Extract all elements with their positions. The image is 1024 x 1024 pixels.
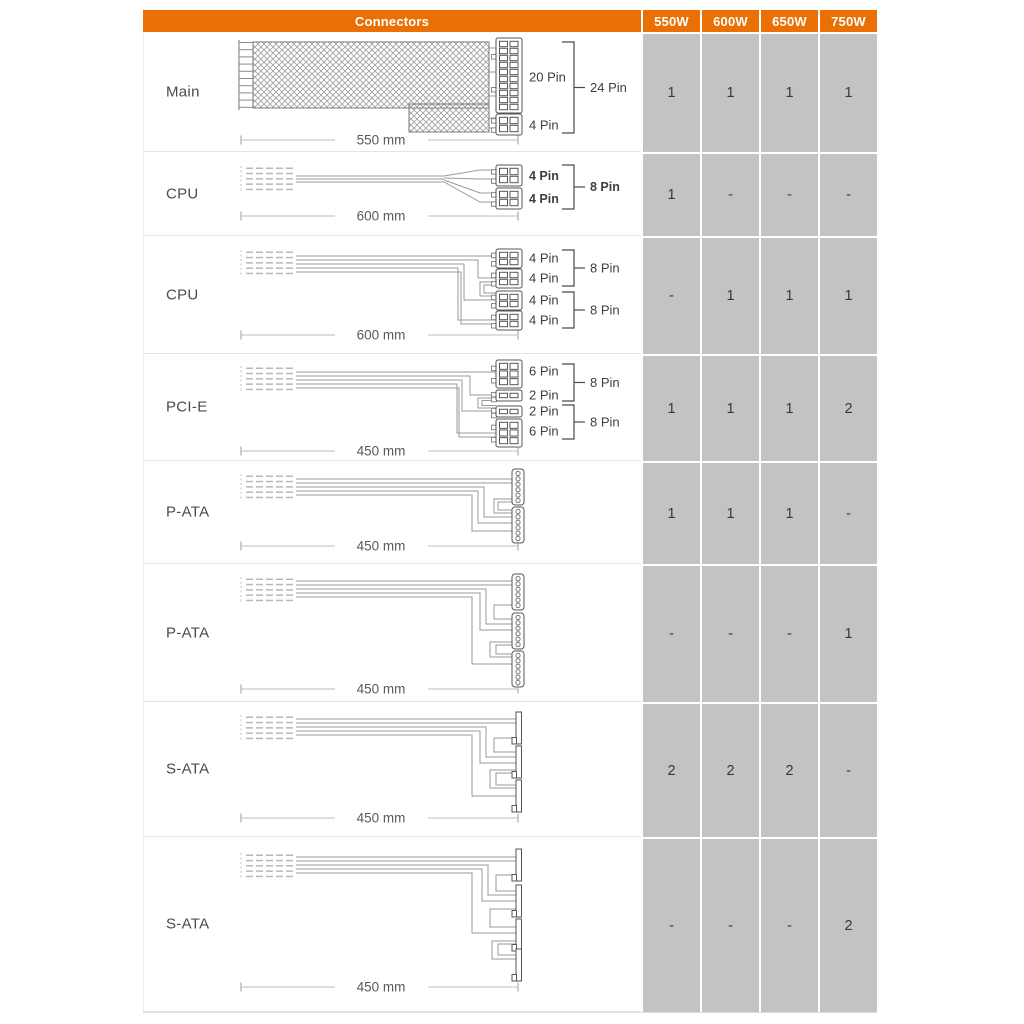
header-650w: 650W — [761, 10, 818, 32]
group-pin-label: 8 Pin — [590, 260, 620, 276]
group-pin-label: 8 Pin — [590, 414, 620, 430]
connector-type-label: S-ATA — [166, 915, 210, 933]
connector-cell-cpu-dual-8 — [143, 236, 641, 354]
cable-diagram-sata-3 — [144, 702, 642, 837]
count-row5-550w: 1 — [643, 461, 700, 564]
cable-length-label: 450 mm — [356, 810, 406, 826]
pin-count-label: 4 Pin — [529, 270, 559, 286]
count-row5-650w: 1 — [761, 461, 818, 564]
table-header-row — [143, 10, 877, 32]
count-row2-600w: - — [702, 152, 759, 236]
cable-diagram-pcie-dual-8 — [144, 354, 642, 461]
count-row1-550w: 1 — [643, 32, 700, 152]
count-row8-600w: - — [702, 837, 759, 1012]
cable-length-label: 450 mm — [356, 538, 406, 554]
table-row-6 — [143, 564, 877, 702]
header-connectors: Connectors — [143, 10, 641, 32]
count-row4-650w: 1 — [761, 354, 818, 461]
count-row7-650w: 2 — [761, 702, 818, 837]
pin-count-label: 4 Pin — [529, 250, 559, 266]
count-row8-650w: - — [761, 837, 818, 1012]
count-row4-750w: 2 — [820, 354, 877, 461]
count-row8-750w: 2 — [820, 837, 877, 1012]
count-row2-550w: 1 — [643, 152, 700, 236]
cable-diagram-pata-2 — [144, 461, 642, 564]
count-row7-550w: 2 — [643, 702, 700, 837]
connector-type-label: CPU — [166, 286, 199, 303]
table-row-5 — [143, 461, 877, 564]
table-row-3 — [143, 236, 877, 354]
pin-count-label: 2 Pin — [529, 387, 559, 403]
pin-count-label: 6 Pin — [529, 423, 559, 439]
cable-diagram-cpu-8 — [144, 152, 642, 236]
cable-diagram-cpu-dual-8 — [144, 236, 642, 354]
cable-length-label: 600 mm — [356, 327, 406, 343]
pin-count-label: 6 Pin — [529, 363, 559, 379]
table-row-2 — [143, 152, 877, 236]
count-row5-750w: - — [820, 461, 877, 564]
table-row-7 — [143, 702, 877, 837]
connector-type-label: P-ATA — [166, 503, 210, 521]
table-row-1 — [143, 32, 877, 152]
count-row1-600w: 1 — [702, 32, 759, 152]
connector-type-label: S-ATA — [166, 760, 210, 778]
connector-cell-pcie-dual-8 — [143, 354, 641, 461]
group-pin-label: 8 Pin — [590, 375, 620, 390]
connector-cell-main-20-4 — [143, 32, 641, 152]
header-550w: 550W — [643, 10, 700, 32]
connector-type-label: Main — [166, 83, 200, 100]
cable-diagram-sata-4 — [144, 837, 642, 1012]
count-row8-550w: - — [643, 837, 700, 1012]
connector-cell-pata-3 — [143, 564, 641, 702]
count-row7-600w: 2 — [702, 702, 759, 837]
connector-spec-table — [143, 10, 877, 1013]
count-row4-550w: 1 — [643, 354, 700, 461]
table-row-4 — [143, 354, 877, 461]
count-row6-750w: 1 — [820, 564, 877, 702]
connector-type-label: CPU — [166, 185, 199, 202]
count-row4-600w: 1 — [702, 354, 759, 461]
cable-length-label: 450 mm — [356, 681, 406, 697]
count-row3-650w: 1 — [761, 236, 818, 354]
count-row6-550w: - — [643, 564, 700, 702]
connector-type-label: P-ATA — [166, 624, 210, 641]
connector-cell-sata-3 — [143, 702, 641, 837]
pin-count-label: 2 Pin — [529, 403, 559, 419]
pin-count-label: 4 Pin — [529, 169, 559, 183]
pin-count-label: 4 Pin — [529, 117, 559, 133]
header-600w: 600W — [702, 10, 759, 32]
connector-cell-cpu-8 — [143, 152, 641, 236]
cable-length-label: 450 mm — [356, 443, 406, 459]
pin-count-label: 4 Pin — [529, 192, 559, 206]
group-pin-label: 8 Pin — [590, 302, 620, 318]
count-row2-750w: - — [820, 152, 877, 236]
cable-length-label: 450 mm — [356, 979, 406, 995]
cable-diagram-main-20-4 — [144, 32, 642, 152]
count-row1-650w: 1 — [761, 32, 818, 152]
count-row1-750w: 1 — [820, 32, 877, 152]
group-pin-label: 24 Pin — [590, 80, 627, 95]
count-row3-750w: 1 — [820, 236, 877, 354]
count-row6-600w: - — [702, 564, 759, 702]
header-750w: 750W — [820, 10, 877, 32]
count-row2-650w: - — [761, 152, 818, 236]
cable-length-label: 550 mm — [356, 132, 406, 148]
connector-type-label: PCI-E — [166, 398, 208, 416]
pin-count-label: 4 Pin — [529, 312, 559, 328]
count-row7-750w: - — [820, 702, 877, 837]
table-body — [143, 32, 877, 1012]
cable-length-label: 600 mm — [356, 208, 406, 224]
connector-cell-sata-4 — [143, 837, 641, 1012]
cable-diagram-pata-3 — [144, 564, 642, 702]
pin-count-label: 20 Pin — [529, 69, 566, 85]
count-row5-600w: 1 — [702, 461, 759, 564]
pin-count-label: 4 Pin — [529, 292, 559, 308]
table-row-8 — [143, 837, 877, 1012]
connector-cell-pata-2 — [143, 461, 641, 564]
count-row3-600w: 1 — [702, 236, 759, 354]
count-row6-650w: - — [761, 564, 818, 702]
group-pin-label: 8 Pin — [590, 180, 620, 194]
count-row3-550w: - — [643, 236, 700, 354]
